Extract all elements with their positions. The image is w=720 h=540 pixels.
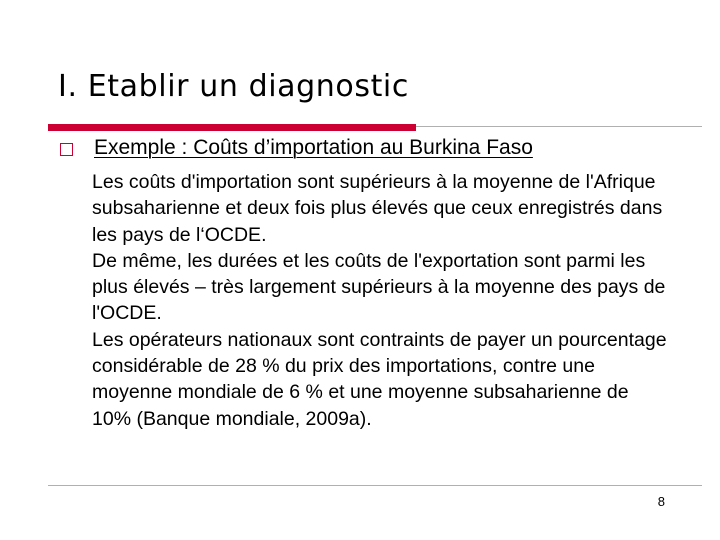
slide-title: I. Etablir un diagnostic (58, 69, 409, 104)
bullet-heading-row (60, 136, 533, 160)
section-heading: Exemple : Coûts d’importation au Burkina Faso (94, 136, 533, 159)
page-number: 8 (657, 494, 665, 509)
paragraph-import-costs: Les coûts d'importation sont supérieurs à la moyenne de l'Afrique subsaharienne et deux fois plus élevés que ceux enregistrés dans les pays de l‘OCDE. (92, 171, 663, 246)
hollow-square-bullet-icon (60, 143, 73, 156)
footer-divider (48, 485, 702, 486)
paragraph-operators: Les opérateurs nationaux sont contraints de payer un pourcentage considérable de 28 % du prix des importations, contre une moyenne mondiale de 6 % et une moyenne subsaharienne de 10% (Banque mondiale, 2009a). (92, 328, 667, 430)
title-accent-bar (48, 124, 416, 131)
paragraph-export-costs: De même, les durées et les coûts de l'exportation sont parmi les plus élevés – très largement supérieurs à la moyenne des pays de l'OCDE. (92, 249, 666, 325)
body-text (92, 169, 672, 432)
